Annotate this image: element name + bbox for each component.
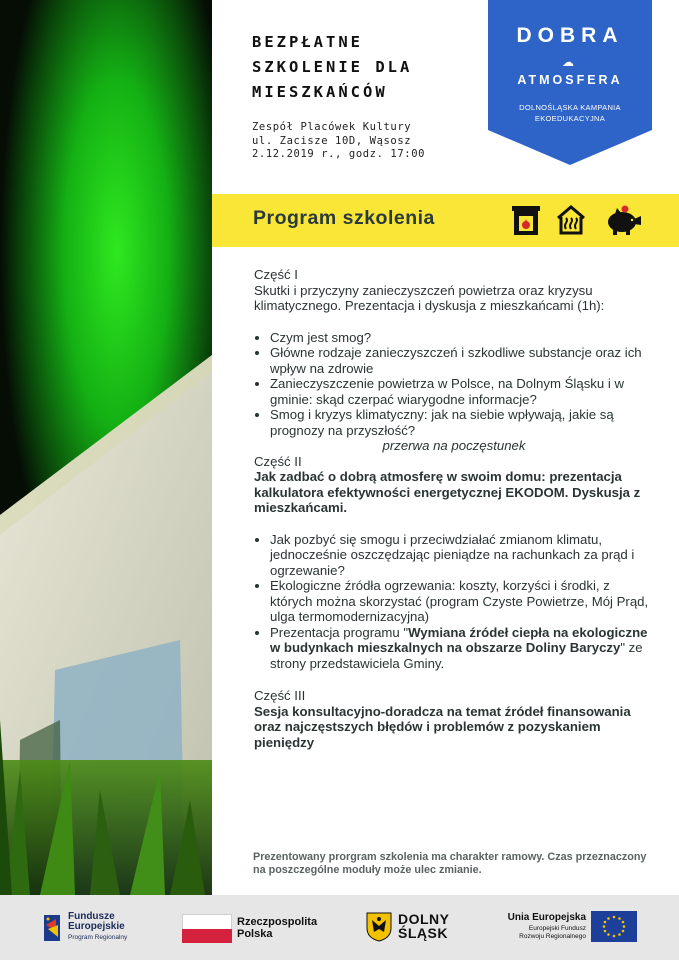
eu-flag-icon (591, 911, 637, 942)
part1-intro: Skutki i przyczyny zanieczyszczeń powietrza oraz kryzysu klimatycznego. Prezentacja i dyskusja z mieszkańcami (1h): (254, 282, 605, 313)
event-date: 2.12.2019 r., godz. 17:00 (252, 148, 426, 160)
fe-line3: Program Regionalny (68, 934, 128, 941)
break-note: przerwa na poczęstunek (382, 438, 526, 453)
heating-house-icon (554, 203, 588, 237)
flag-red-stripe (182, 929, 232, 943)
list-item: • Zanieczyszczenie powietrza w Polsce, na Dolnym Śląsku i w gminie: skąd czerpać wiarygodne informacje? (270, 376, 654, 407)
list-item: • Ekologiczne źródła ogrzewania: koszty, korzyści i środki, z których można skorzystać (program Czyste Powietrze, Mój Prąd, ulga termomodernizacyjna) (270, 578, 654, 625)
fundusze-europejskie-logo (42, 911, 152, 947)
part3-text: Sesja konsultacyjno-doradcza na temat źródeł finansowania oraz najczęstszych błędów i problemów z pozyskaniem pieniędzy (254, 703, 631, 750)
bullet3-suffix: " ze strony przedstawiciela Gminy. (270, 640, 643, 671)
ds-line2: ŚLĄSK (398, 925, 448, 941)
part3-label: Część III (254, 688, 306, 703)
part2-intro: Jak zadbać o dobrą atmosferę w swoim domu: prezentacja kalkulatora efektywności energetycznej EKODOM. Dyskusja z mieszkańcami. (254, 469, 641, 515)
badge-subtitle-line-1: DOLNOŚLĄSKA KAMPANIA (519, 103, 621, 112)
cover-photo (0, 0, 212, 895)
dolny-slask-crest-icon (366, 912, 392, 942)
venue-name: Zespół Placówek Kultury (252, 121, 412, 133)
title-line-2: SZKOLENIE DLA (252, 58, 413, 76)
rp-line2: Polska (237, 928, 273, 940)
part2-label: Część II (254, 453, 302, 469)
badge-title-1: DOBRA (516, 24, 624, 47)
title-line-1: BEZPŁATNE (252, 33, 363, 51)
bullet3-program-name: Wymiana źródeł ciepła na ekologiczne w budynkach mieszkalnych na obszarze Doliny Baryczy (270, 624, 648, 655)
title-line-3: MIESZKAŃCÓW (252, 83, 388, 101)
part2-list (254, 532, 654, 672)
event-venue (252, 121, 425, 162)
fe-emblem-icon (42, 911, 64, 945)
badge-subtitle-line-2: EKOEDUKACYJNA (534, 114, 606, 123)
cloud-icon: ☁ (562, 55, 574, 69)
fe-line1: Fundusze (68, 911, 115, 922)
program-band (212, 194, 679, 247)
program-content (254, 267, 654, 750)
flag-white-stripe (182, 914, 232, 930)
sponsor-footer (0, 895, 679, 960)
ue-line3: Rozwoju Regionalnego (519, 933, 586, 940)
list-item (270, 625, 654, 672)
event-title (252, 30, 412, 105)
footnote: Prezentowany prorgram szkolenia ma charakter ramowy. Czas przeznaczony na poszczególne moduły może ulec zmianie. (253, 851, 647, 876)
list-item: • Czym jest smog? (270, 330, 654, 346)
campaign-badge (488, 0, 652, 165)
rzeczpospolita-polska-logo (182, 914, 322, 944)
part1-label: Część I (254, 267, 298, 282)
ue-line2: Europejski Fundusz (528, 925, 586, 932)
ds-line1: DOLNY (398, 911, 450, 927)
program-title: Program szkolenia (253, 207, 435, 229)
venue-address: ul. Zacisze 10D, Wąsosz (252, 134, 412, 147)
fireplace-icon (509, 203, 543, 237)
list-item: • Smog i kryzys klimatyczny: jak na siebie wpływają, jakie są prognozy na przyszłość? (270, 407, 654, 438)
list-item: • Jak pozbyć się smogu i przeciwdziałać zmianom klimatu, jednocześnie oszczędzając pieniądze na rachunkach za prąd i ogrzewanie? (270, 532, 654, 579)
part1-list (254, 330, 654, 439)
bullet3-prefix: Prezentacja programu " (270, 624, 409, 640)
unia-europejska-logo (500, 910, 640, 946)
piggy-bank-icon (603, 203, 643, 237)
badge-title-2: ATMOSFERA (517, 73, 623, 87)
list-item: • Główne rodzaje zanieczyszczeń i szkodliwe substancje oraz ich wpływ na zdrowie (270, 345, 654, 376)
ue-line1: Unia Europejska (507, 912, 586, 923)
badge-subtitle (498, 102, 642, 124)
dolny-slask-logo (366, 910, 466, 946)
rp-line1: Rzeczpospolita (237, 916, 318, 928)
fe-line2: Europejskie (68, 921, 125, 932)
